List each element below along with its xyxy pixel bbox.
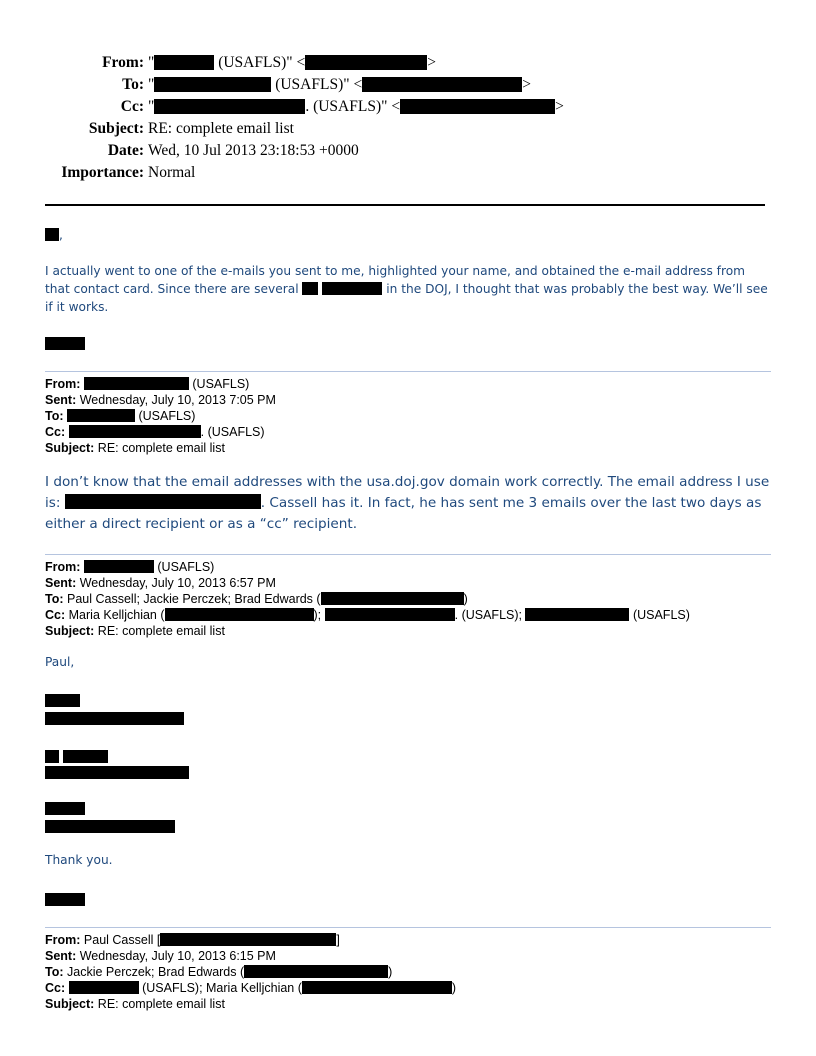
redaction bbox=[154, 99, 305, 114]
redaction bbox=[154, 77, 271, 92]
redaction bbox=[45, 766, 189, 779]
importance-value: Normal bbox=[148, 164, 196, 181]
redaction bbox=[45, 750, 59, 763]
subject-value: RE: complete email list bbox=[148, 120, 294, 137]
redaction bbox=[154, 55, 214, 70]
email2-body: I don’t know that the email addresses with the usa.doj.gov domain work correctly. The email address I use is: . Cassell has it. In fact, he has sent me 3 emails over the last two days as either a direct recipient or as a “cc” recipient. bbox=[45, 474, 770, 532]
subject-label: Subject: bbox=[88, 120, 144, 137]
message-separator bbox=[45, 927, 771, 928]
redaction bbox=[63, 750, 108, 763]
redacted-block bbox=[45, 694, 184, 725]
redaction bbox=[45, 820, 175, 833]
cc-label: Cc: bbox=[120, 98, 144, 115]
redaction bbox=[69, 981, 139, 994]
email3-header: From: (USAFLS) Sent: Wednesday, July 10, 2013 6:57 PM To: Paul Cassell; Jackie Perczek; Brad Edwards ( ) Cc: Maria Kelljchian ( ); . (USAFLS); (USAFLS) Subject: RE: complete email list bbox=[45, 560, 690, 638]
redaction bbox=[325, 608, 455, 621]
redaction bbox=[302, 981, 452, 994]
redaction bbox=[65, 494, 261, 509]
redaction bbox=[69, 425, 201, 438]
redaction bbox=[400, 99, 555, 114]
message-separator bbox=[45, 371, 771, 372]
redaction bbox=[45, 694, 80, 707]
to-label: To: bbox=[122, 76, 144, 93]
importance-label: Importance: bbox=[61, 164, 144, 181]
from-label: From: bbox=[102, 54, 144, 71]
signature-redaction bbox=[45, 337, 85, 350]
redaction bbox=[525, 608, 629, 621]
header-divider bbox=[45, 204, 765, 206]
redaction bbox=[244, 965, 388, 978]
redaction bbox=[45, 893, 85, 906]
redaction bbox=[45, 228, 59, 241]
redaction bbox=[84, 377, 189, 390]
salutation: Paul, bbox=[45, 655, 75, 669]
redaction bbox=[302, 282, 318, 295]
email4-header: From: Paul Cassell [ ] Sent: Wednesday, July 10, 2013 6:15 PM To: Jackie Perczek; Brad Edwards ( ) Cc: (USAFLS); Maria Kelljchian ( ) Subject: RE: complete email list bbox=[45, 933, 457, 1011]
redaction bbox=[160, 933, 336, 946]
redaction bbox=[305, 55, 427, 70]
signature-redaction bbox=[45, 893, 85, 906]
redacted-block bbox=[45, 748, 189, 779]
message-separator bbox=[45, 554, 771, 555]
redacted-block bbox=[45, 802, 175, 833]
email2-header: From: (USAFLS) Sent: Wednesday, July 10, 2013 7:05 PM To: (USAFLS) Cc: . (USAFLS) Subject: RE: complete email list bbox=[45, 377, 276, 455]
redaction bbox=[45, 337, 85, 350]
redaction bbox=[84, 560, 154, 573]
thanks-text: Thank you. bbox=[45, 853, 113, 867]
redaction bbox=[67, 409, 135, 422]
email-header: From: " (USAFLS)" < > To: " (USAFLS)" < > Cc: " . (USAFLS)" < > Subject: RE: complete email list Date: Wed, 10 Jul 2013 23:18:53 +0000 Importance: Normal bbox=[0, 52, 816, 184]
redaction bbox=[165, 608, 314, 621]
redaction bbox=[45, 802, 85, 815]
redaction bbox=[322, 282, 382, 295]
date-value: Wed, 10 Jul 2013 23:18:53 +0000 bbox=[148, 142, 359, 159]
redaction bbox=[362, 77, 522, 92]
redaction bbox=[45, 712, 184, 725]
date-label: Date: bbox=[107, 142, 144, 159]
redaction bbox=[321, 592, 464, 605]
message1-body: I actually went to one of the e-mails you sent to me, highlighted your name, and obtained the e-mail address from that contact card. Since there are several in the DOJ, I thought that was probably the best way. We’ll see if it works. bbox=[45, 264, 768, 314]
greeting: , bbox=[45, 228, 63, 242]
